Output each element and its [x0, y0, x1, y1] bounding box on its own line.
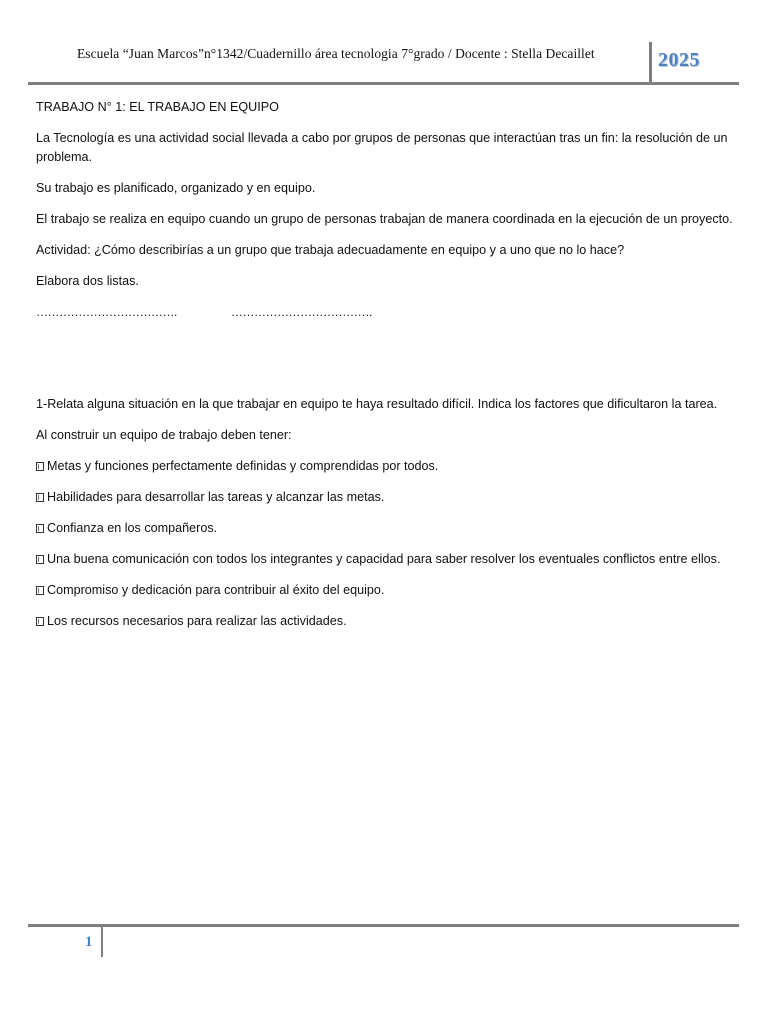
- bullet-icon: [36, 493, 44, 502]
- page-footer: [28, 924, 739, 959]
- page-header: [28, 42, 739, 85]
- list-item-text: Los recursos necesarios para realizar las actividades.: [47, 614, 347, 628]
- answer-blanks: [36, 303, 736, 323]
- answer-blank-right: ……………………………….: [231, 305, 372, 319]
- paragraph-intro: La Tecnología es una actividad social llevada a cabo por grupos de personas que interactúan tras un fin: la resolución de un problema.: [36, 131, 728, 164]
- question-1: 1-Relata alguna situación en la que trabajar en equipo te haya resultado difícil. Indica los factores que dificultaron la tarea.: [36, 397, 718, 411]
- header-divider: [649, 42, 652, 82]
- header-title: Escuela “Juan Marcos”n°1342/Cuadernillo área tecnologia 7°grado / Docente : Stella Decaillet: [77, 46, 595, 61]
- list-item-text: Una buena comunicación con todos los integrantes y capacidad para saber resolver los eventuales conflictos entre ellos.: [47, 552, 721, 566]
- answer-space: [36, 323, 736, 395]
- list-item-text: Metas y funciones perfectamente definidas y comprendidas por todos.: [47, 459, 439, 473]
- list-item-text: Confianza en los compañeros.: [47, 521, 218, 535]
- list-item-text: Compromiso y dedicación para contribuir al éxito del equipo.: [47, 583, 385, 597]
- header-year: 2025: [658, 49, 700, 71]
- activity-prompt: Actividad: ¿Cómo describirías a un grupo que trabaja adecuadamente en equipo y a uno que no lo hace?: [36, 243, 625, 257]
- answer-blank-left: ……………………………….: [36, 305, 177, 319]
- bullet-icon: [36, 462, 44, 471]
- bullet-icon: [36, 617, 44, 626]
- bullet-icon: [36, 524, 44, 533]
- list-item-text: Habilidades para desarrollar las tareas y alcanzar las metas.: [47, 490, 385, 504]
- paragraph-planning: Su trabajo es planificado, organizado y en equipo.: [36, 181, 316, 195]
- document-body: [36, 98, 736, 643]
- team-intro: Al construir un equipo de trabajo deben tener:: [36, 428, 292, 442]
- section-heading: TRABAJO N° 1: EL TRABAJO EN EQUIPO: [36, 100, 279, 114]
- paragraph-teamwork: El trabajo se realiza en equipo cuando un grupo de personas trabajan de manera coordinada en la ejecución de un proyecto.: [36, 212, 733, 226]
- lists-instruction: Elabora dos listas.: [36, 274, 139, 288]
- list-item: [36, 457, 736, 476]
- list-item: [36, 612, 736, 631]
- footer-divider: [101, 927, 103, 957]
- bullet-icon: [36, 586, 44, 595]
- bullet-icon: [36, 555, 44, 564]
- list-item: [36, 581, 736, 600]
- list-item: [36, 488, 736, 507]
- list-item: [36, 519, 736, 538]
- list-item: [36, 550, 736, 569]
- page-number: 1: [85, 934, 93, 950]
